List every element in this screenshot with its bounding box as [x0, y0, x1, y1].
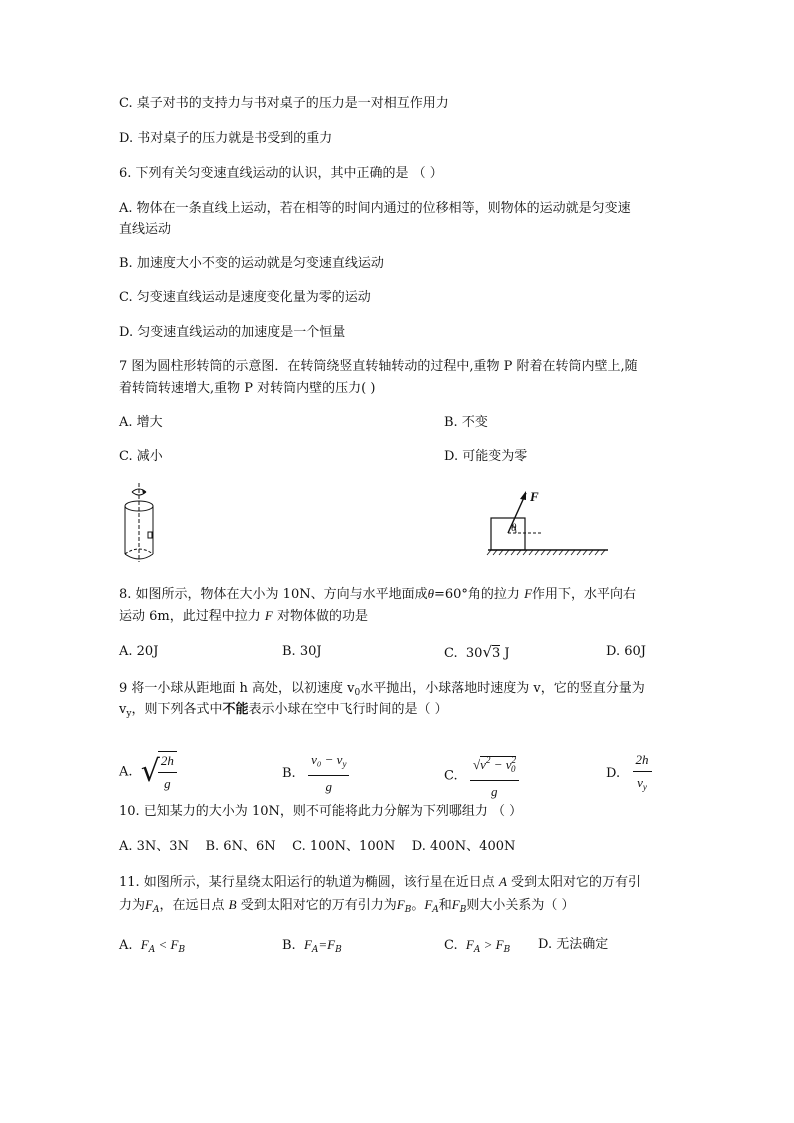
q8-option-a: A. 20J: [119, 644, 159, 659]
rotating-cylinder-figure: [118, 480, 168, 565]
q5-option-c: C. 桌子对书的支持力与书对桌子的压力是一对相互作用力: [119, 96, 449, 111]
q6-option-d: D. 匀变速直线运动的加速度是一个恒量: [119, 325, 346, 340]
q8-stem-line2: 运动 6m，此过程中拉力 F 对物体做的功是: [119, 608, 368, 624]
q9-stem-line1: 9 将一小球从距地面 h 高处，以初速度 $v_0$水平抛出，小球落地时速度为 v，它的竖直分量为: [119, 681, 645, 698]
q10-options: A. 3N、3N B. 6N、6N C. 100N、100N D. 400N、400N: [119, 839, 516, 854]
q9-option-a: A. √ $\frac{2h}{g}$: [119, 751, 177, 793]
q8-option-b: B. 30J: [282, 644, 322, 659]
q8-option-d: D. 60J: [606, 644, 646, 659]
q11-stem-line2: 力为$F_A$，在远日点 B 受到太阳对它的万有引力为$F_B$。$F_A$和$F_B$则大小关系为（ ）: [119, 897, 575, 915]
q7-option-b: B. 不变: [444, 415, 488, 430]
q9-option-c: C. $\frac{√v^2 - v^2_0}{g}$: [444, 751, 519, 801]
q6-stem: 6. 下列有关匀变速直线运动的认识，其中正确的是 （ ）: [119, 166, 443, 181]
q7-option-a: A. 增大: [119, 415, 163, 430]
force-label-F: F: [530, 489, 539, 504]
q9-stem-line2: $v_y$，则下列各式中不能表示小球在空中飞行时间的是（ ）: [119, 702, 448, 719]
q8-stem-line1: 8. 如图所示，物体在大小为 10N、方向与水平地面成θ=60°角的拉力 F作用下，水平向右: [119, 586, 637, 602]
q8-option-c: C. 30√3 J: [444, 643, 510, 661]
q7-stem-line1: 7 图为圆柱形转筒的示意图．在转筒绕竖直转轴转动的过程中,重物 P 附着在转筒内壁上,随: [119, 359, 638, 374]
q11-option-a: A. $F_A < F_B$: [119, 937, 186, 955]
q6-option-b: B. 加速度大小不变的运动就是匀变速直线运动: [119, 256, 384, 271]
q11-option-b: B. $F_A=F_B$: [282, 937, 342, 955]
q7-option-c: C. 减小: [119, 449, 163, 464]
q6-option-a-line1: A. 物体在一条直线上运动，若在相等的时间内通过的位移相等，则物体的运动就是匀变速: [119, 201, 631, 216]
q6-option-a-line2: 直线运动: [119, 222, 172, 237]
q7-option-d: D. 可能变为零: [444, 449, 528, 464]
q10-stem: 10. 已知某力的大小为 10N，则不可能将此力分解为下列哪组力 （ ）: [119, 804, 523, 819]
q11-option-d: D. 无法确定: [538, 937, 609, 952]
q9-option-d: D. $\frac{2h}{v_y}$: [606, 751, 652, 796]
q11-option-c: C. $F_A > F_B$: [444, 937, 511, 955]
block-force-figure: [486, 487, 611, 557]
q9-option-b: B. $\frac{v_0 - v_y}{g}$: [282, 751, 349, 796]
q5-option-d: D. 书对桌子的压力就是书受到的重力: [119, 131, 333, 146]
q11-stem-line1: 11. 如图所示，某行星绕太阳运行的轨道为椭圆，该行星在近日点 A 受到太阳对它的万有引: [119, 874, 642, 890]
q7-stem-line2: 着转筒转速增大,重物 P 对转筒内壁的压力( ): [119, 381, 376, 396]
angle-label-theta: θ: [511, 522, 517, 534]
q6-option-c: C. 匀变速直线运动是速度变化量为零的运动: [119, 290, 371, 305]
